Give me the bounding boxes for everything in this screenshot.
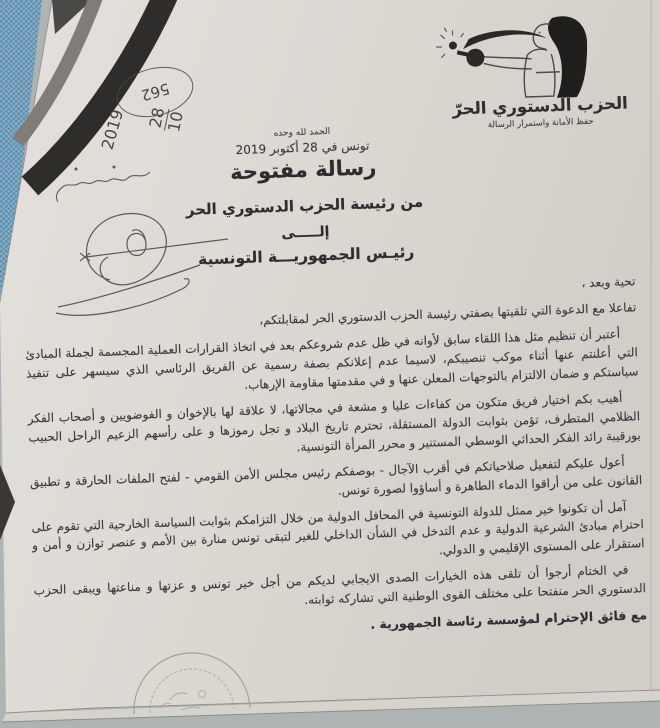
paragraph: تفاعلا مع الدعوة التي تلقيتها بصفتي رئيسة الحزب الدستوري الحر لمقابلتكم، [259,300,637,328]
party-name: الحزب الدستوري الحرّ [452,93,629,119]
paragraph: أعتبر أن تنظيم مثل هذا اللقاء سابق لأوانه في ظل عدم شروعكم بعد في اتخاذ القرارات العملية المجسمة لجملة المبادئ التي أعلنتم عنها أثناء موكب تنصيبكم، لاسيما عدم إعلانكم بصفة رسمية عن الفريق الرئاسي الذي سيسهر على تنفيذ سياستكم و ضمان الالتزام بالتوجهات المعلن عنها و في مقدمتها مقاومة الإرهاب. [25,326,639,392]
paragraph: آمل أن تكونوا خير ممثل للدولة التونسية في المحافل الدولية من خلال التزامكم بثوابت السياسة الخارجية التي تقوم على احترام مبادئ الشرعية الدولية و عدم التدخل في الشأن الداخلي للغير لتبقى تونس منارة بين الأمم و عنصر توازن و أمن و استقرار على المستوى الإقليمي و الدولي. [31,499,645,558]
received-month: 10 [164,109,188,134]
received-day: 28 [145,105,169,130]
paragraph: في الختام أرجوا أن تلقى هذه الخيارات الصدى الايجابي لديكم من أجل خير تونس و عزتها و مناعتها ويبقى الحزب الدستوري الحر منفتحا على مختلف القوى الوطنية التي تشاركه ثوابته. [33,563,647,608]
letter-body [23,272,647,653]
registry-number: 562 [138,79,172,105]
salutation: تحية وبعد ، [581,274,636,291]
closing-line: مع فائق الإحترام لمؤسسة رئاسة الجمهورية . [370,607,648,633]
party-slogan: حفظ الأمانة واستمرار الرسالة [487,116,594,131]
woman-holding-lamp-icon [434,8,609,102]
invocation-line: الحمد لله وحده [273,126,331,139]
place-date-line: تونس في 28 أكتوبر 2019 [235,138,370,158]
paragraph: أعول عليكم لتفعيل صلاحياتكم في أقرب الآجال - بوصفكم رئيس مجلس الأمن القومي - لفتح الملفات الحارقة و تطبيق القانون على من أراقوا الدماء الطاهرة و أساؤوا لصورة تونس. [29,454,643,498]
to-connector: إلـــــى [281,223,330,242]
party-logo [434,8,609,102]
letter-title: رسالة مفتوحة [229,155,377,185]
to-line: رئيـس الجمهوريـــة التونسية [197,242,415,269]
paragraph: أهيب بكم اختيار فريق متكون من كفاءات عليا و مشعة في مجالاتها، لا علاقة لها بالإخوان و الفوضويين و أصحاب الفكر الظلامي المتطرف، تؤمن بثوابت الدولة المستقلة، تحترم تاريخ البلاد و تجل رموزها و على رأسهم الزعيم الراحل الحبيب بورقيبة رائد الفكر الحداثي الوسطي المستنير و محرر المرأة التونسية. [27,390,641,454]
from-line: من رئيسة الحزب الدستوري الحر [185,192,424,219]
received-year-annotation: 2019 [97,107,128,152]
